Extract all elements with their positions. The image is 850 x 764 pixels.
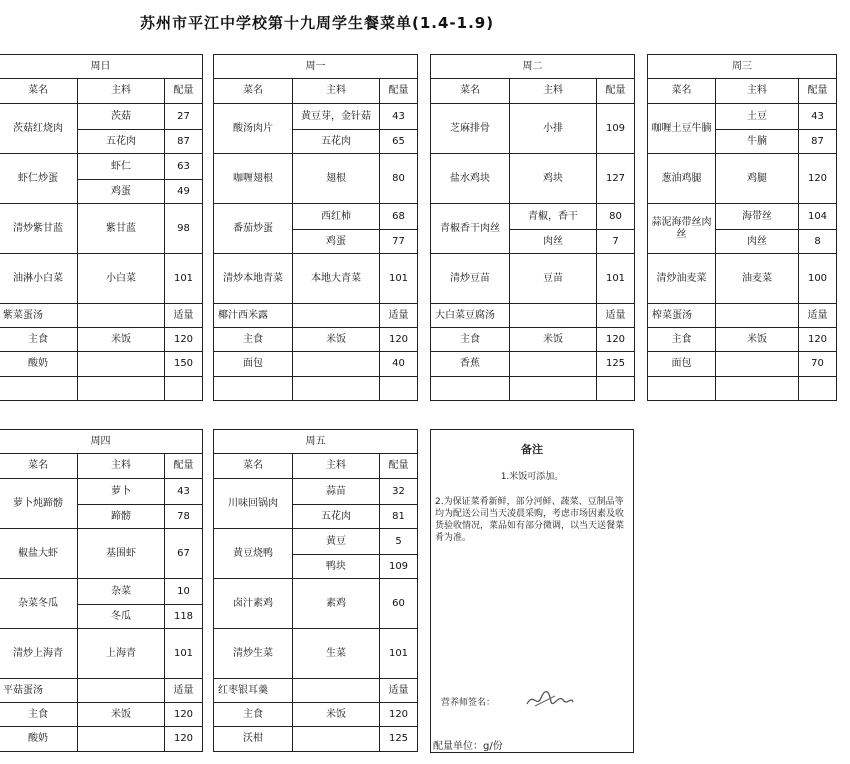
- table-row: [214, 328, 418, 352]
- dish-ingredient: 本地大青菜: [293, 254, 380, 304]
- dish-amount: 101: [380, 254, 418, 304]
- extra-ingredient: [78, 727, 165, 752]
- dish-amount: 43: [165, 479, 203, 505]
- day-header: 周四: [0, 430, 203, 454]
- extra-ingredient: 米饭: [78, 703, 165, 727]
- dish-amount: 8: [799, 230, 837, 254]
- table-row: [0, 479, 203, 505]
- extra-amount: 120: [165, 727, 203, 752]
- notes-box: [430, 429, 634, 753]
- dish-ingredient: 虾仁: [78, 154, 165, 180]
- table-row: [648, 104, 837, 130]
- extra-amount: 120: [380, 328, 418, 352]
- dish-ingredient: 鸭块: [293, 555, 380, 579]
- dish-amount: 81: [380, 505, 418, 529]
- signature-label: 营养师签名：: [441, 698, 496, 708]
- table-row: [214, 629, 418, 679]
- extra-amount: 125: [380, 727, 418, 752]
- dish-amount: 101: [597, 254, 635, 304]
- column-header-amount: 配量: [597, 79, 635, 104]
- day-header: 周日: [0, 55, 203, 79]
- notes-item-2: 2.为保证菜肴新鲜，部分河鲜、蔬菜、豆制品等均为配送公司当天凌晨采购，考虑市场因素及收货验收情况，菜品如有部分微调，以当天送餐菜肴为准。: [435, 497, 625, 543]
- dish-name: 虾仁炒蛋: [0, 154, 78, 204]
- extra-amount: [799, 377, 837, 401]
- soup-row: [0, 304, 203, 328]
- table-row: [214, 204, 418, 230]
- dish-name: 葱油鸡腿: [648, 154, 716, 204]
- dish-amount: 127: [597, 154, 635, 204]
- column-header-ingredient: 主料: [510, 79, 597, 104]
- dish-amount: 49: [165, 180, 203, 204]
- dish-amount: 109: [597, 104, 635, 154]
- column-header-ingredient: 主料: [716, 79, 799, 104]
- extra-ingredient: 米饭: [293, 328, 380, 352]
- soup-amount: 适量: [165, 304, 203, 328]
- column-header-amount: 配量: [165, 79, 203, 104]
- signature-scribble-icon: [525, 688, 575, 710]
- column-header-ingredient: 主料: [293, 454, 380, 479]
- table-row: [0, 154, 203, 180]
- dish-amount: 60: [380, 579, 418, 629]
- dish-amount: 87: [799, 130, 837, 154]
- dish-amount: 68: [380, 204, 418, 230]
- table-row: [214, 579, 418, 629]
- dish-ingredient: 鸡块: [510, 154, 597, 204]
- extra-ingredient: [293, 727, 380, 752]
- dish-amount: 32: [380, 479, 418, 505]
- soup-row: [648, 304, 837, 328]
- extra-amount: 125: [597, 352, 635, 377]
- column-header-dish: 菜名: [214, 79, 293, 104]
- table-row: [431, 254, 635, 304]
- dish-name: 芝麻排骨: [431, 104, 510, 154]
- unit-note: 配量单位：g/份: [433, 741, 503, 752]
- menu-table: [0, 429, 203, 752]
- dish-name: 清炒上海青: [0, 629, 78, 679]
- table-row: [0, 727, 203, 752]
- dish-ingredient: 西红柿: [293, 204, 380, 230]
- column-header-amount: 配量: [380, 454, 418, 479]
- dish-ingredient: 黄豆芽，金针菇: [293, 104, 380, 130]
- column-header-amount: 配量: [799, 79, 837, 104]
- dish-amount: 98: [165, 204, 203, 254]
- extra-amount: 120: [597, 328, 635, 352]
- soup-row: [214, 679, 418, 703]
- dish-ingredient: 翅根: [293, 154, 380, 204]
- soup-amount: 适量: [597, 304, 635, 328]
- table-row: [648, 154, 837, 204]
- dish-amount: 109: [380, 555, 418, 579]
- dish-name: 咖喱土豆牛腩: [648, 104, 716, 154]
- dish-amount: 101: [165, 254, 203, 304]
- dish-name: 青椒香干肉丝: [431, 204, 510, 254]
- dish-name: 川味回锅肉: [214, 479, 293, 529]
- dish-ingredient: 黄豆: [293, 529, 380, 555]
- dish-ingredient: 蒜苗: [293, 479, 380, 505]
- extra-name: 面包: [214, 352, 293, 377]
- soup-name: 椰汁西米露: [214, 304, 293, 328]
- extra-ingredient: [78, 377, 165, 401]
- soup-ingredient: [716, 304, 799, 328]
- table-row: [0, 579, 203, 605]
- dish-ingredient: 冬瓜: [78, 605, 165, 629]
- extra-name: 酸奶: [0, 727, 78, 752]
- extra-amount: 40: [380, 352, 418, 377]
- extra-ingredient: [78, 352, 165, 377]
- dish-amount: 80: [597, 204, 635, 230]
- menu-table: [647, 54, 837, 401]
- dish-ingredient: 鸡蛋: [78, 180, 165, 204]
- dish-name: 茨菇红烧肉: [0, 104, 78, 154]
- dish-name: 咖喱翅根: [214, 154, 293, 204]
- dish-ingredient: 海带丝: [716, 204, 799, 230]
- table-row: [214, 703, 418, 727]
- dish-amount: 10: [165, 579, 203, 605]
- day-header: 周五: [214, 430, 418, 454]
- dish-ingredient: 青椒，香干: [510, 204, 597, 230]
- soup-ingredient: [293, 679, 380, 703]
- extra-ingredient: 米饭: [716, 328, 799, 352]
- extra-name: 主食: [431, 328, 510, 352]
- dish-name: 清炒油麦菜: [648, 254, 716, 304]
- soup-ingredient: [293, 304, 380, 328]
- dish-amount: 7: [597, 230, 635, 254]
- extra-name: 面包: [648, 352, 716, 377]
- dish-ingredient: 蹄髈: [78, 505, 165, 529]
- menu-table: [430, 54, 635, 401]
- dish-ingredient: 五花肉: [293, 505, 380, 529]
- extra-amount: 120: [380, 703, 418, 727]
- table-row: [431, 328, 635, 352]
- extra-name: [431, 377, 510, 401]
- table-row: [0, 352, 203, 377]
- extra-name: 酸奶: [0, 352, 78, 377]
- dish-ingredient: 生菜: [293, 629, 380, 679]
- table-row: [648, 352, 837, 377]
- dish-amount: 63: [165, 154, 203, 180]
- dish-ingredient: 小排: [510, 104, 597, 154]
- dish-name: 清炒紫甘蓝: [0, 204, 78, 254]
- extra-ingredient: 米饭: [510, 328, 597, 352]
- table-row: [431, 352, 635, 377]
- soup-row: [431, 304, 635, 328]
- dish-ingredient: 鸡腿: [716, 154, 799, 204]
- notes-item-1: 1.米饭可添加。: [500, 472, 564, 482]
- table-row: [0, 328, 203, 352]
- extra-ingredient: [293, 352, 380, 377]
- soup-name: 紫菜蛋汤: [0, 304, 78, 328]
- dish-amount: 80: [380, 154, 418, 204]
- page-title: 苏州市平江中学校第十九周学生餐菜单(1.4-1.9): [140, 14, 495, 32]
- column-header-amount: 配量: [380, 79, 418, 104]
- extra-name: 主食: [214, 703, 293, 727]
- extra-amount: 150: [165, 352, 203, 377]
- dish-ingredient: 素鸡: [293, 579, 380, 629]
- extra-name: 主食: [214, 328, 293, 352]
- extra-ingredient: [510, 377, 597, 401]
- extra-amount: [380, 377, 418, 401]
- extra-name: 主食: [648, 328, 716, 352]
- table-row: [214, 352, 418, 377]
- dish-ingredient: 鸡蛋: [293, 230, 380, 254]
- table-row: [0, 529, 203, 579]
- table-row: [214, 727, 418, 752]
- dish-ingredient: 基围虾: [78, 529, 165, 579]
- dish-amount: 27: [165, 104, 203, 130]
- dish-ingredient: 五花肉: [78, 130, 165, 154]
- table-row: [214, 479, 418, 505]
- soup-name: 大白菜豆腐汤: [431, 304, 510, 328]
- table-row: [0, 104, 203, 130]
- dish-amount: 101: [165, 629, 203, 679]
- dish-amount: 65: [380, 130, 418, 154]
- soup-ingredient: [78, 304, 165, 328]
- soup-amount: 适量: [380, 679, 418, 703]
- dish-name: 卤汁素鸡: [214, 579, 293, 629]
- dish-name: 萝卜炖蹄髈: [0, 479, 78, 529]
- dish-name: 杂菜冬瓜: [0, 579, 78, 629]
- dish-ingredient: 上海青: [78, 629, 165, 679]
- dish-amount: 87: [165, 130, 203, 154]
- dish-amount: 100: [799, 254, 837, 304]
- table-row: [648, 377, 837, 401]
- table-row: [214, 254, 418, 304]
- table-row: [648, 204, 837, 230]
- dish-amount: 43: [799, 104, 837, 130]
- menu-table: [0, 54, 203, 401]
- dish-ingredient: 肉丝: [510, 230, 597, 254]
- column-header-ingredient: 主料: [78, 79, 165, 104]
- dish-ingredient: 茨菇: [78, 104, 165, 130]
- table-row: [0, 703, 203, 727]
- notes-title: 备注: [521, 443, 543, 456]
- dish-ingredient: 牛腩: [716, 130, 799, 154]
- dish-amount: 118: [165, 605, 203, 629]
- extra-name: 香蕉: [431, 352, 510, 377]
- soup-amount: 适量: [799, 304, 837, 328]
- soup-amount: 适量: [380, 304, 418, 328]
- dish-amount: 67: [165, 529, 203, 579]
- extra-ingredient: [716, 377, 799, 401]
- dish-amount: 104: [799, 204, 837, 230]
- table-row: [431, 204, 635, 230]
- table-row: [648, 254, 837, 304]
- column-header-dish: 菜名: [0, 79, 78, 104]
- dish-ingredient: 油麦菜: [716, 254, 799, 304]
- extra-name: 沃柑: [214, 727, 293, 752]
- dish-amount: 5: [380, 529, 418, 555]
- extra-ingredient: 米饭: [78, 328, 165, 352]
- dish-name: 盐水鸡块: [431, 154, 510, 204]
- dish-name: 油淋小白菜: [0, 254, 78, 304]
- soup-ingredient: [78, 679, 165, 703]
- extra-amount: [165, 377, 203, 401]
- soup-name: 红枣银耳羹: [214, 679, 293, 703]
- dish-name: 蒜泥海带丝肉丝: [648, 204, 716, 254]
- dish-ingredient: 五花肉: [293, 130, 380, 154]
- extra-amount: [597, 377, 635, 401]
- table-row: [214, 377, 418, 401]
- column-header-ingredient: 主料: [293, 79, 380, 104]
- dish-ingredient: 萝卜: [78, 479, 165, 505]
- column-header-amount: 配量: [165, 454, 203, 479]
- dish-ingredient: 肉丝: [716, 230, 799, 254]
- column-header-ingredient: 主料: [78, 454, 165, 479]
- extra-ingredient: [716, 352, 799, 377]
- extra-ingredient: [510, 352, 597, 377]
- table-row: [214, 154, 418, 204]
- dish-name: 椒盐大虾: [0, 529, 78, 579]
- extra-name: [0, 377, 78, 401]
- dish-name: 黄豆烧鸭: [214, 529, 293, 579]
- dish-ingredient: 豆苗: [510, 254, 597, 304]
- table-row: [0, 254, 203, 304]
- extra-amount: 120: [165, 328, 203, 352]
- soup-name: 榨菜蛋汤: [648, 304, 716, 328]
- extra-ingredient: [293, 377, 380, 401]
- day-header: 周一: [214, 55, 418, 79]
- dish-name: 清炒豆苗: [431, 254, 510, 304]
- soup-row: [0, 679, 203, 703]
- table-row: [0, 377, 203, 401]
- dish-amount: 120: [799, 154, 837, 204]
- extra-amount: 120: [165, 703, 203, 727]
- extra-name: [648, 377, 716, 401]
- extra-name: 主食: [0, 703, 78, 727]
- extra-amount: 70: [799, 352, 837, 377]
- extra-name: 主食: [0, 328, 78, 352]
- extra-amount: 120: [799, 328, 837, 352]
- dish-ingredient: 杂菜: [78, 579, 165, 605]
- table-row: [431, 104, 635, 154]
- dish-ingredient: 小白菜: [78, 254, 165, 304]
- table-row: [431, 154, 635, 204]
- day-header: 周二: [431, 55, 635, 79]
- table-row: [431, 377, 635, 401]
- dish-name: 清炒生菜: [214, 629, 293, 679]
- column-header-dish: 菜名: [0, 454, 78, 479]
- table-row: [214, 104, 418, 130]
- dish-amount: 78: [165, 505, 203, 529]
- table-row: [648, 328, 837, 352]
- extra-name: [214, 377, 293, 401]
- column-header-dish: 菜名: [431, 79, 510, 104]
- dish-amount: 43: [380, 104, 418, 130]
- dish-ingredient: 紫甘蓝: [78, 204, 165, 254]
- menu-table: [213, 54, 418, 401]
- dish-name: 酸汤肉片: [214, 104, 293, 154]
- dish-name: 清炒本地青菜: [214, 254, 293, 304]
- soup-name: 平菇蛋汤: [0, 679, 78, 703]
- column-header-dish: 菜名: [648, 79, 716, 104]
- dish-amount: 101: [380, 629, 418, 679]
- table-row: [0, 629, 203, 679]
- soup-ingredient: [510, 304, 597, 328]
- day-header: 周三: [648, 55, 837, 79]
- dish-amount: 77: [380, 230, 418, 254]
- soup-amount: 适量: [165, 679, 203, 703]
- table-row: [214, 529, 418, 555]
- soup-row: [214, 304, 418, 328]
- table-row: [0, 204, 203, 254]
- column-header-dish: 菜名: [214, 454, 293, 479]
- dish-ingredient: 土豆: [716, 104, 799, 130]
- menu-table: [213, 429, 418, 752]
- extra-ingredient: 米饭: [293, 703, 380, 727]
- dish-name: 番茄炒蛋: [214, 204, 293, 254]
